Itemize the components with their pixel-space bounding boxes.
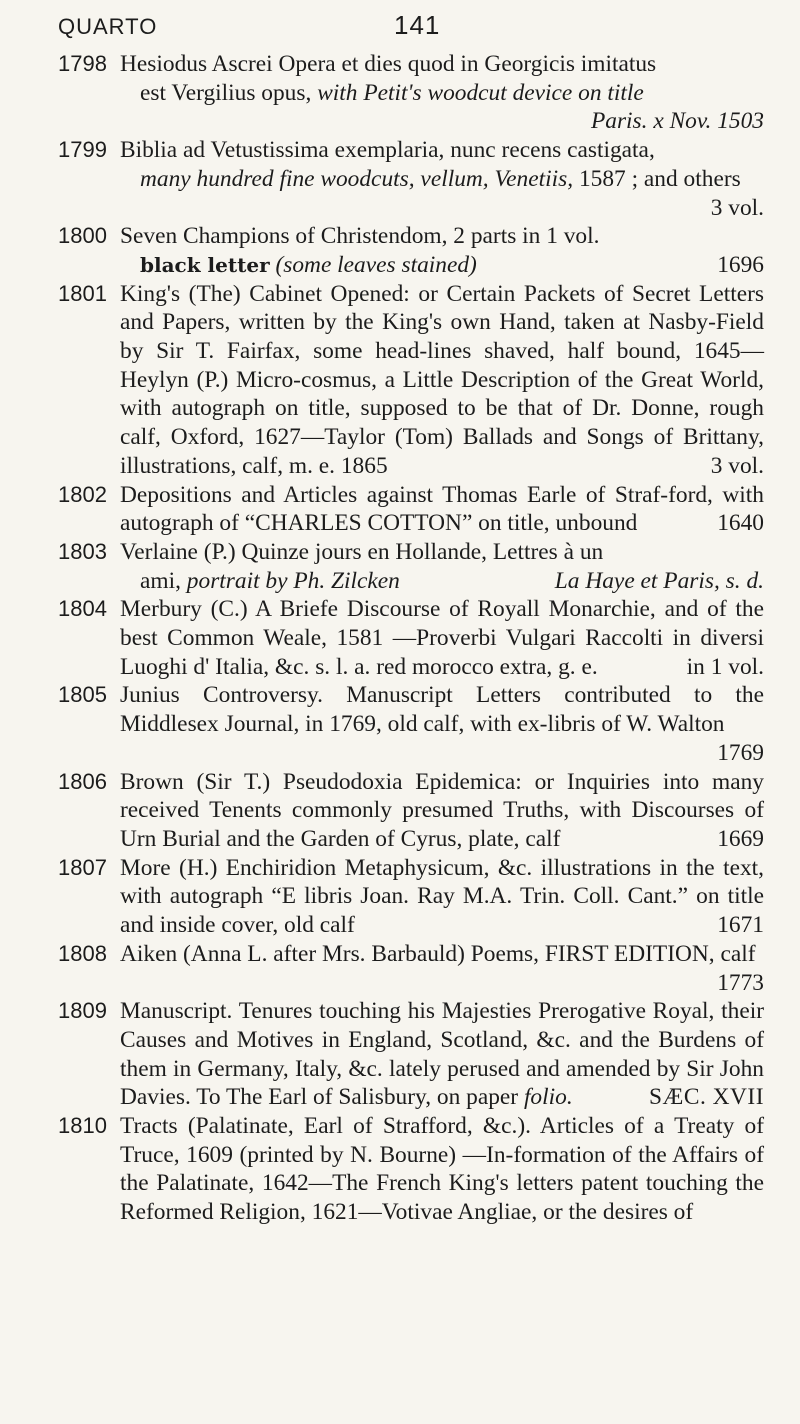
lot-number: 1802 — [58, 481, 107, 507]
entry-imprint: Paris. x Nov. 1503 — [590, 108, 764, 135]
entry-text: King's (The) Cabinet Opened: or Certain Packets of Secret Letters and Papers, written by the King's own Hand, taken at Nasby-Field by Sir T. Fairfax, some head-lines shaved, half bound, 1645—Heylyn (P.) Micro-cosmus, a Little Description of the Great World, with autograph on title, supposed to be that of Dr. Donne, rough calf, Oxford, 1627—Taylor (Tom) Ballads and Songs of Brittany, illustrations, calf, m. e. 1865 — [120, 280, 764, 479]
catalogue-entry — [58, 854, 764, 940]
entry-description: many hundred fine woodcuts, vellum, Venetiis, — [140, 165, 574, 192]
page-header — [58, 6, 752, 46]
lot-number: 1809 — [58, 998, 107, 1024]
catalogue-entry — [58, 940, 764, 997]
entry-date: 1640 — [717, 510, 764, 537]
catalogue-entry — [58, 136, 764, 222]
catalogue-entry — [58, 222, 764, 279]
entry-date: 1769 — [717, 739, 764, 766]
entry-century: SÆC. XVII — [649, 1084, 764, 1111]
entry-text: Aiken (Anna L. after Mrs. Barbauld) Poems, FIRST EDITION, calf — [120, 940, 756, 967]
entry-description: with Petit's woodcut device on title — [317, 79, 644, 106]
entry-volumes: 3 vol. — [710, 194, 764, 221]
entry-title: Seven Champions of Christendom, 2 parts in 1 vol. — [120, 223, 600, 250]
entry-text: Brown (Sir T.) Pseudodoxia Epidemica: or Inquiries into many received Tenents commonly presumed Truths, with Discourses of Urn Burial and the Garden of Cyrus, plate, calf — [120, 768, 764, 852]
entry-imprint: La Haye et Paris, s. d. — [554, 567, 764, 594]
entry-format: folio. — [523, 1084, 573, 1111]
catalogue-entry — [58, 280, 764, 481]
entry-text: est Vergilius opus, — [140, 79, 312, 106]
lot-number: 1805 — [58, 682, 107, 708]
page-number: 141 — [394, 10, 441, 40]
catalogue-entry — [58, 768, 764, 854]
entry-title: Verlaine (P.) Quinze jours en Hollande, Lettres à un — [120, 538, 604, 565]
entry-text: More (H.) Enchiridion Metaphysicum, &c. illustrations in the text, with autograph “E libris Joan. Ray M.A. Trin. Coll. Cant.” on title and inside cover, old calf — [120, 854, 764, 939]
catalogue-entry — [58, 681, 764, 767]
entry-volumes: in 1 vol. — [686, 653, 764, 680]
lot-number: 1808 — [58, 940, 107, 966]
lot-number: 1804 — [58, 596, 107, 622]
catalogue-entries — [58, 50, 764, 1227]
catalogue-entry — [58, 595, 764, 681]
entry-text: 1587 ; and others — [578, 165, 741, 192]
entry-text: Merbury (C.) A Briefe Discourse of Royall Monarchie, and of the best Common Weale, 1581 —Proverbi Vulgari Raccolti in diversi Luoghi d' Italia, &c. s. l. a. red morocco extra, g. e. — [120, 596, 764, 680]
entry-text: Junius Controversy. Manuscript Letters contributed to the Middlesex Journal, in 1769, old calf, with ex-libris of W. Walton — [120, 682, 764, 738]
lot-number: 1798 — [58, 51, 107, 76]
catalogue-entry — [58, 50, 764, 136]
lot-number: 1806 — [58, 768, 107, 794]
entry-text: Manuscript. Tenures touching his Majesties Prerogative Royal, their Causes and Motives in England, Scotland, &c. and the Burdens of them in Germany, Italy, &c. lately perused and amended by Sir John Davies. To The Earl of Salisbury, on paper — [120, 998, 764, 1111]
entry-text: black letter — [140, 252, 270, 277]
lot-number: 1800 — [58, 223, 107, 249]
lot-number: 1801 — [58, 280, 107, 306]
entry-date: 1696 — [717, 251, 764, 278]
lot-number: 1807 — [58, 854, 107, 880]
entry-title: Biblia ad Vetustissima exemplaria, nunc recens castigata, — [120, 137, 655, 164]
catalogue-entry — [58, 538, 764, 595]
entry-date: 1671 — [717, 912, 764, 939]
section-title: QUARTO — [58, 14, 158, 39]
lot-number: 1810 — [58, 1113, 107, 1139]
entry-description: (some leaves stained) — [275, 251, 477, 278]
catalogue-entry — [58, 997, 764, 1112]
entry-date: 1773 — [717, 969, 764, 996]
entry-text: Tracts (Palatinate, Earl of Strafford, &c.). Articles of a Treaty of Truce, 1609 (printed by N. Bourne) —In-formation of the Affairs of the Palatinate, 1642—The French King's letters patent touching the Reformed Religion, 1621—Votivae Angliae, or the desires of — [120, 1113, 764, 1226]
entry-volumes: 3 vol. — [710, 452, 764, 479]
catalogue-entry — [58, 481, 764, 538]
lot-number: 1799 — [58, 137, 107, 163]
entry-description: portrait by Ph. Zilcken — [186, 567, 400, 594]
entry-text: ami, — [140, 567, 181, 594]
lot-number: 1803 — [58, 538, 107, 564]
entry-title: Hesiodus Ascrei Opera et dies quod in Georgicis imitatus — [120, 51, 657, 77]
entry-date: 1669 — [717, 825, 764, 852]
entry-text: Depositions and Articles against Thomas Earle of Straf-ford, with autograph of “CHARLES COTTON” on title, unbound — [120, 481, 764, 537]
catalogue-entry — [58, 1112, 764, 1227]
